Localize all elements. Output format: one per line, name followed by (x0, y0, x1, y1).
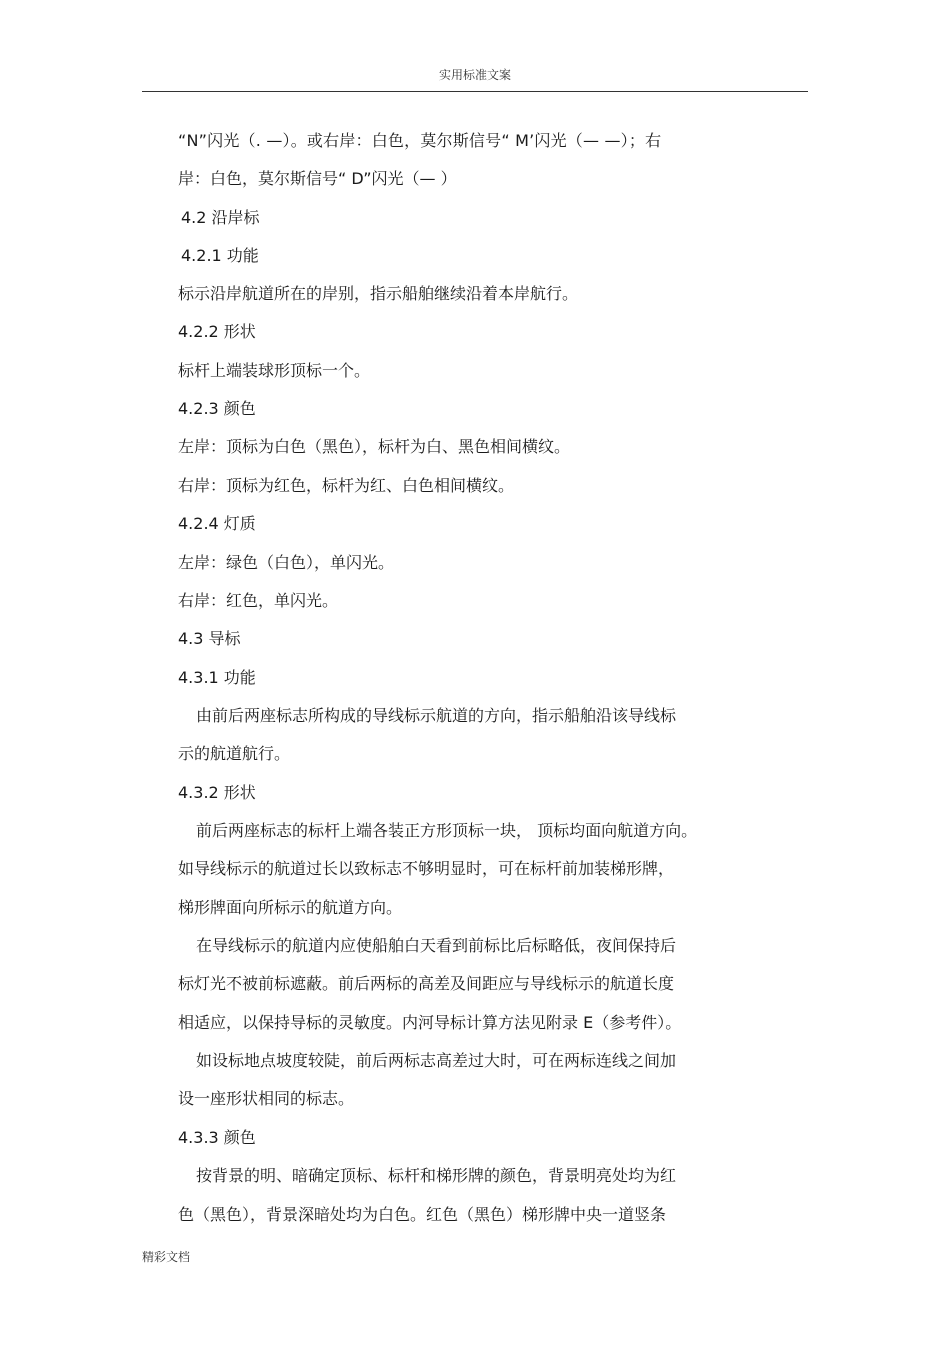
text-line: 示的航道航行。 (178, 744, 291, 763)
text-line: 左岸：顶标为白色（黑色），标杆为白、黑色相间横纹。 (178, 437, 571, 456)
text-line: 梯形牌面向所标示的航道方向。 (178, 898, 403, 917)
text-line: 设一座形状相同的标志。 (178, 1089, 355, 1108)
text-line: 由前后两座标志所构成的导线标示航道的方向，指示船舶沿该导线标 (196, 706, 677, 725)
subsection-heading: 4.3.1 功能 (178, 668, 256, 687)
subsection-heading: 4.3.3 颜色 (178, 1128, 256, 1147)
subsection-heading: 4.2.1 功能 (181, 246, 259, 265)
text-line: 右岸：红色，单闪光。 (178, 591, 339, 610)
section-heading: 4.2 沿岸标 (181, 208, 260, 227)
text-line: 左岸：绿色（白色），单闪光。 (178, 553, 395, 572)
header-divider (142, 91, 808, 92)
text-line: 如导线标示的航道过长以致标志不够明显时，可在标杆前加装梯形牌， (178, 859, 675, 878)
text-line: 标杆上端装球形顶标一个。 (178, 361, 371, 380)
text-line: 标示沿岸航道所在的岸别，指示船舶继续沿着本岸航行。 (178, 284, 579, 303)
subsection-heading: 4.2.4 灯质 (178, 514, 256, 533)
text-line: 按背景的明、暗确定顶标、标杆和梯形牌的颜色，背景明亮处均为红 (196, 1166, 677, 1185)
text-line: 岸：白色，莫尔斯信号“ D”闪光（— ） (178, 169, 457, 188)
subsection-heading: 4.3.2 形状 (178, 783, 256, 802)
text-line: 色（黑色），背景深暗处均为白色。红色（黑色）梯形牌中央一道竖条 (178, 1205, 667, 1224)
section-heading: 4.3 导标 (178, 629, 241, 648)
text-line: 在导线标示的航道内应使船舶白天看到前标比后标略低，夜间保持后 (196, 936, 677, 955)
text-line: 相适应，以保持导标的灵敏度。内河导标计算方法见附录 E（参考件）。 (178, 1013, 682, 1032)
subsection-heading: 4.2.3 颜色 (178, 399, 256, 418)
text-line: 标灯光不被前标遮蔽。前后两标的高差及间距应与导线标示的航道长度 (178, 974, 675, 993)
text-line: “N”闪光（. —）。或右岸：白色，莫尔斯信号“ M’闪光（— —）；右 (178, 131, 662, 150)
subsection-heading: 4.2.2 形状 (178, 322, 256, 341)
text-line: 如设标地点坡度较陡，前后两标志高差过大时，可在两标连线之间加 (196, 1051, 677, 1070)
text-line: 右岸：顶标为红色，标杆为红、白色相间横纹。 (178, 476, 515, 495)
page-header: 实用标准文案 (438, 68, 511, 82)
text-line: 前后两座标志的标杆上端各装正方形顶标一块， 顶标均面向航道方向。 (196, 821, 698, 840)
page-footer: 精彩文档 (142, 1250, 191, 1264)
